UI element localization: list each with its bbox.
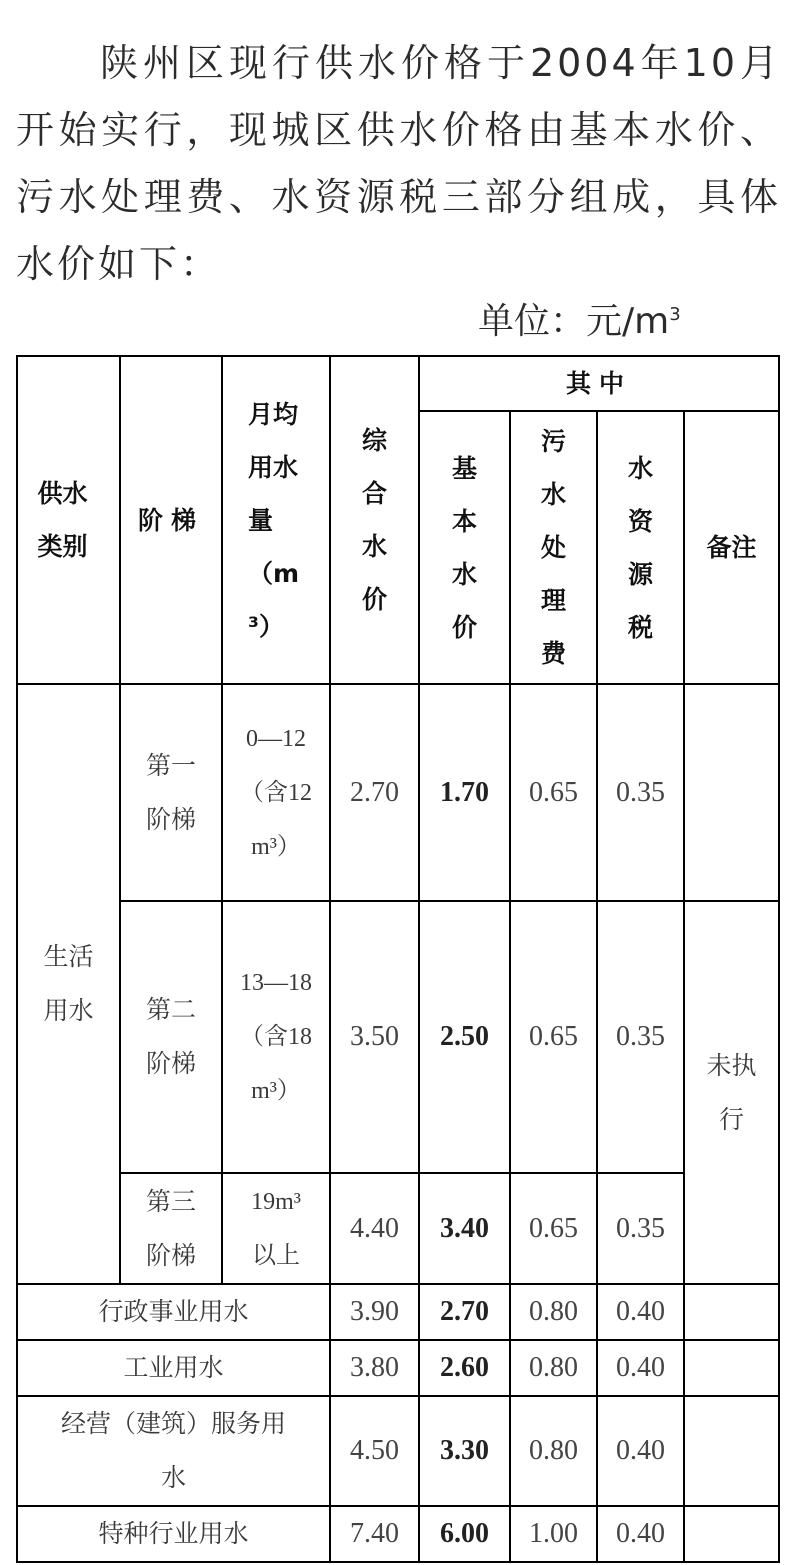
total-price-cell: 4.50 <box>330 1396 419 1506</box>
total-price-cell: 3.50 <box>330 901 419 1173</box>
table-row <box>17 1340 779 1396</box>
header-tier: 阶梯 <box>120 356 222 684</box>
header-total-price: 综合水价 <box>330 356 419 684</box>
usage-cell: 0—12（含12m³） <box>222 684 330 901</box>
remarks-cell <box>684 1506 779 1562</box>
sewage-fee-cell: 0.65 <box>510 684 597 901</box>
header-of-which: 其中 <box>419 356 779 411</box>
resource-tax-cell: 0.35 <box>597 1173 684 1284</box>
intro-paragraph <box>16 30 781 298</box>
base-price-cell: 1.70 <box>419 684 510 901</box>
base-price-cell: 2.60 <box>419 1340 510 1396</box>
sewage-fee-cell: 1.00 <box>510 1506 597 1562</box>
remarks-cell <box>684 1284 779 1340</box>
resource-tax-cell: 0.40 <box>597 1284 684 1340</box>
sewage-fee-cell: 0.80 <box>510 1340 597 1396</box>
category-cell: 工业用水 <box>17 1340 330 1396</box>
header-sewage-fee: 污水处理费 <box>510 411 597 684</box>
header-monthly-usage: 月均用水量（m³） <box>222 356 330 684</box>
header-category: 供水类别 <box>17 356 120 684</box>
tier-cell: 第二阶梯 <box>120 901 222 1173</box>
table-row <box>17 1173 779 1284</box>
table-row <box>17 1284 779 1340</box>
sewage-fee-cell: 0.65 <box>510 1173 597 1284</box>
table-row <box>17 901 779 1173</box>
table-row <box>17 684 779 901</box>
base-price-cell: 6.00 <box>419 1506 510 1562</box>
usage-cell: 13—18（含18m³） <box>222 901 330 1173</box>
tier-cell: 第三阶梯 <box>120 1173 222 1284</box>
total-price-cell: 3.80 <box>330 1340 419 1396</box>
tier-cell: 第一阶梯 <box>120 684 222 901</box>
water-price-table <box>16 355 780 1563</box>
table-row <box>17 1506 779 1562</box>
category-cell: 行政事业用水 <box>17 1284 330 1340</box>
remarks-cell <box>684 684 779 901</box>
category-cell: 特种行业用水 <box>17 1506 330 1562</box>
usage-cell: 19m³以上 <box>222 1173 330 1284</box>
table-row <box>17 1396 779 1506</box>
category-cell: 生活用水 <box>17 684 120 1284</box>
resource-tax-cell: 0.40 <box>597 1506 684 1562</box>
header-base-price: 基本水价 <box>419 411 510 684</box>
base-price-cell: 2.70 <box>419 1284 510 1340</box>
resource-tax-cell: 0.40 <box>597 1396 684 1506</box>
base-price-cell: 3.30 <box>419 1396 510 1506</box>
remarks-cell <box>684 1340 779 1396</box>
total-price-cell: 7.40 <box>330 1506 419 1562</box>
resource-tax-cell: 0.35 <box>597 901 684 1173</box>
category-cell: 经营（建筑）服务用水 <box>17 1396 330 1506</box>
unit-label <box>478 293 681 344</box>
sewage-fee-cell: 0.80 <box>510 1284 597 1340</box>
remarks-cell: 未执行 <box>684 901 779 1284</box>
base-price-cell: 2.50 <box>419 901 510 1173</box>
resource-tax-cell: 0.40 <box>597 1340 684 1396</box>
sewage-fee-cell: 0.80 <box>510 1396 597 1506</box>
intro-text: 陕州区现行供水价格于2004年10月开始实行，现城区供水价格由基本水价、污水处理费、水资源税三部分组成，具体水价如下： <box>16 41 781 286</box>
header-resource-tax: 水资源税 <box>597 411 684 684</box>
total-price-cell: 3.90 <box>330 1284 419 1340</box>
remarks-cell <box>684 1396 779 1506</box>
total-price-cell: 2.70 <box>330 684 419 901</box>
unit-text: 单位：元/m <box>478 301 670 342</box>
unit-superscript: 3 <box>669 304 681 325</box>
base-price-cell: 3.40 <box>419 1173 510 1284</box>
resource-tax-cell: 0.35 <box>597 684 684 901</box>
header-remarks: 备注 <box>684 411 779 684</box>
sewage-fee-cell: 0.65 <box>510 901 597 1173</box>
total-price-cell: 4.40 <box>330 1173 419 1284</box>
